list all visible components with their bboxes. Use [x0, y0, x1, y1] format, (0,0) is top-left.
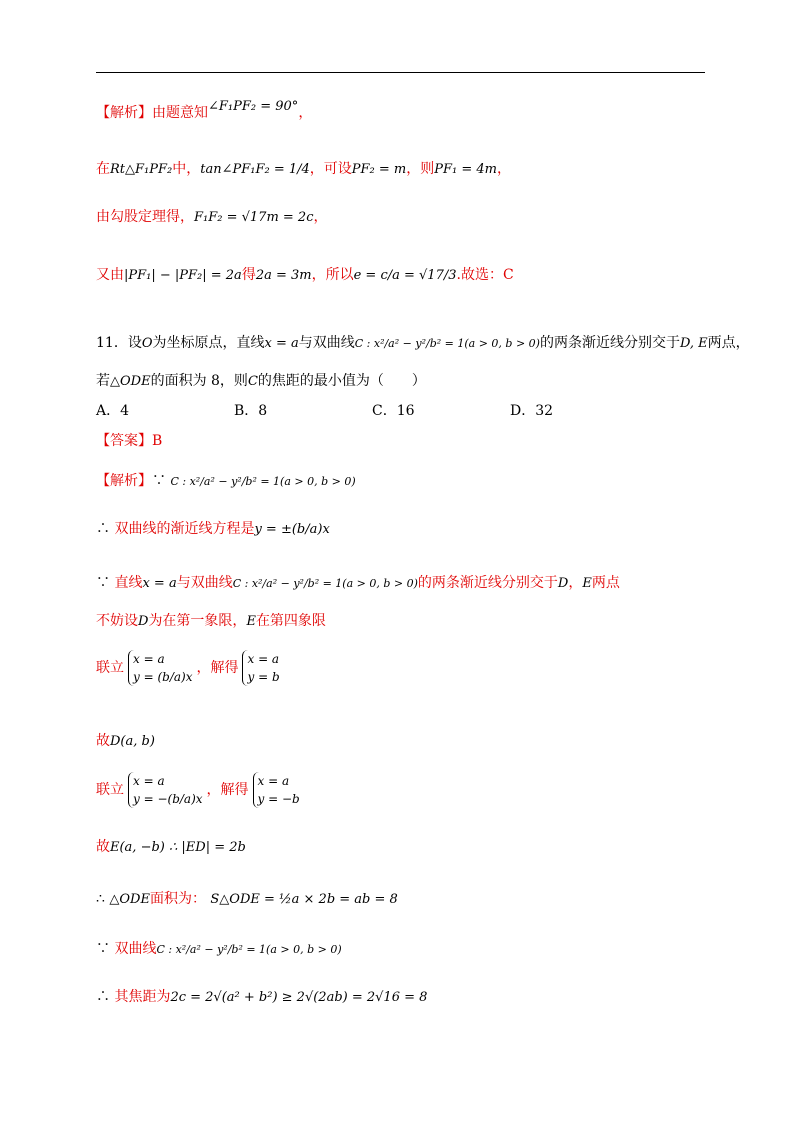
- analysis-line9: ∴ △ODE面积为： S△ODE = ½a × 2b = ab = 8: [96, 891, 398, 907]
- analysis-tag-2: 【解析】: [96, 473, 152, 489]
- analysis-line1: 【解析】∵ C : x²/a² − y²/b² = 1(a > 0, b > 0): [96, 473, 356, 489]
- analysis-line3: ∵ 直线x = a与双曲线C : x²/a² − y²/b² = 1(a > 0, b > 0)的两条渐近线分别交于D，E两点: [96, 575, 620, 591]
- problem11-line1: 11．设O为坐标原点，直线x = a与双曲线C : x²/a² − y²/b² = 1(a > 0, b > 0)的两条渐近线分别交于D, E两点，: [96, 335, 750, 351]
- header-rule: [96, 72, 705, 73]
- right-triangle: Rt△F₁PF₂: [110, 162, 173, 177]
- tan-equation: tan∠PF₁F₂ = 1/4: [200, 162, 310, 177]
- asymptote-equation: y = ±(b/a)x: [254, 522, 330, 537]
- eccentricity-equation: e = c/a = √17/3: [353, 268, 457, 283]
- option-b: B．8: [234, 403, 268, 419]
- area-equation: S△ODE = ½a × 2b = ab = 8: [210, 892, 398, 907]
- analysis-line4: 不妨设D为在第一象限，E在第四象限: [96, 613, 326, 629]
- pythagoras-equation: F₁F₂ = √17m = 2c: [194, 210, 314, 225]
- option-a: A．4: [96, 403, 130, 419]
- analysis-line7: 联立 x = a y = −(b/a)x ，解得 x = a y = −b: [96, 774, 300, 806]
- focal-distance-equation: 2c = 2√(a² + b²) ≥ 2√(2ab) = 2√16 = 8: [170, 990, 428, 1005]
- answer-label: 【答案】B: [96, 433, 163, 449]
- problem-number: 11．: [96, 335, 128, 351]
- option-d: D．32: [510, 403, 554, 419]
- options-row: [96, 402, 696, 420]
- option-c: C．16: [372, 403, 415, 419]
- solution1-line2: 在Rt△F₁PF₂中，tan∠PF₁F₂ = 1/4，可设PF₂ = m，则PF₁ = 4m，: [96, 161, 511, 177]
- solution-2: x = a y = −b: [253, 772, 300, 808]
- problem11-line2: 若△ODE的面积为 8，则C的焦距的最小值为（ ）: [96, 373, 426, 389]
- angle-equation: ∠F₁PF₂ = 90°: [208, 99, 299, 114]
- analysis-line2: ∴ 双曲线的渐近线方程是y = ±(b/a)x: [96, 521, 330, 537]
- system-1: x = a y = (b/a)x: [128, 650, 192, 686]
- solution-1: x = a y = b: [242, 650, 279, 686]
- analysis-line11: ∴ 其焦距为2c = 2√(a² + b²) ≥ 2√(2ab) = 2√16 = 8: [96, 989, 428, 1005]
- analysis-line5: 联立 x = a y = (b/a)x ，解得 x = a y = b: [96, 652, 280, 684]
- analysis-line10: ∵ 双曲线C : x²/a² − y²/b² = 1(a > 0, b > 0): [96, 941, 342, 957]
- analysis-tag: 【解析】: [96, 105, 152, 121]
- hyperbola-equation: C : x²/a² − y²/b² = 1(a > 0, b > 0): [354, 337, 540, 350]
- analysis-line6: 故D(a, b): [96, 733, 155, 749]
- analysis-line8: 故E(a, −b) ∴ |ED| = 2b: [96, 839, 246, 855]
- solution1-line3: 由勾股定理得，F₁F₂ = √17m = 2c，: [96, 209, 328, 225]
- solution1-line4: 又由|PF₁| − |PF₂| = 2a得2a = 3m，所以e = c/a = √17/3.故选：C: [96, 267, 514, 283]
- solution1-line1: 【解析】由题意知∠F₁PF₂ = 90°，: [96, 99, 313, 121]
- system-2: x = a y = −(b/a)x: [128, 772, 203, 808]
